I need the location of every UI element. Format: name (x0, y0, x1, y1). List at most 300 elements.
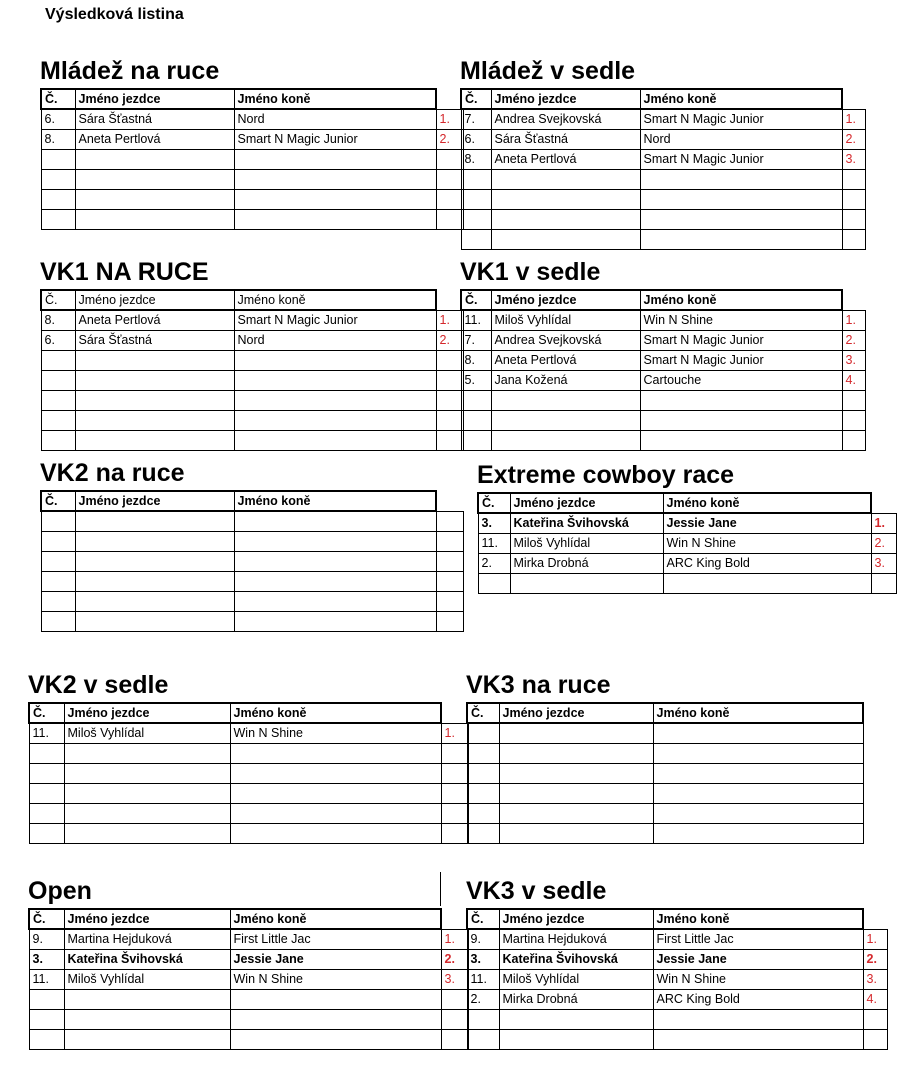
start-number-cell (41, 210, 75, 230)
horse-name-cell (234, 391, 436, 411)
placement-cell (842, 411, 865, 431)
table-row (461, 351, 865, 371)
table-row (41, 109, 463, 130)
placement-cell (436, 391, 463, 411)
rider-name-cell: Aneta Pertlová (75, 130, 234, 150)
table-row (41, 331, 463, 351)
table-row (41, 552, 463, 572)
start-number-cell: 11. (478, 534, 510, 554)
placement-cell (863, 1030, 887, 1050)
horse-name-cell: Jessie Jane (653, 950, 863, 970)
column-header-horse: Jméno koně (640, 290, 842, 310)
table-row (461, 210, 865, 230)
table-row (467, 784, 863, 804)
table-row (29, 723, 468, 744)
table-row (41, 532, 463, 552)
horse-name-cell (640, 210, 842, 230)
rider-name-cell (75, 150, 234, 170)
start-number-cell (41, 371, 75, 391)
column-header-number: Č. (41, 89, 75, 109)
section-vk3-v-sedle (466, 876, 888, 1050)
column-header-place (441, 909, 468, 929)
table-row (29, 990, 468, 1010)
placement-cell (436, 210, 463, 230)
results-table (460, 88, 866, 250)
start-number-cell: 9. (467, 929, 499, 950)
start-number-cell (461, 210, 491, 230)
horse-name-cell (230, 804, 441, 824)
horse-name-cell (234, 552, 436, 572)
table-row (41, 411, 463, 431)
table-row (461, 391, 865, 411)
start-number-cell (41, 411, 75, 431)
section-mladez-na-ruce (40, 56, 464, 230)
start-number-cell: 8. (461, 351, 491, 371)
table-row (467, 723, 863, 744)
table-header-row (461, 89, 865, 109)
start-number-cell (467, 824, 499, 844)
column-header-rider: Jméno jezdce (499, 909, 653, 929)
horse-name-cell (230, 1030, 441, 1050)
column-header-place (871, 493, 896, 513)
column-header-rider: Jméno jezdce (75, 290, 234, 310)
results-table (40, 289, 464, 451)
placement-cell (842, 230, 865, 250)
column-header-horse: Jméno koně (230, 909, 441, 929)
horse-name-cell (640, 391, 842, 411)
section-title: VK2 na ruce (40, 459, 185, 487)
rider-name-cell (491, 170, 640, 190)
column-header-horse: Jméno koně (234, 290, 436, 310)
placement-cell: 4. (863, 990, 887, 1010)
section-title: VK1 NA RUCE (40, 258, 209, 286)
start-number-cell (461, 391, 491, 411)
horse-name-cell (230, 764, 441, 784)
start-number-cell: 3. (29, 950, 64, 970)
start-number-cell: 2. (478, 554, 510, 574)
column-header-rider: Jméno jezdce (64, 703, 230, 723)
rider-name-cell: Sára Šťastná (75, 109, 234, 130)
rider-name-cell (75, 431, 234, 451)
placement-cell (436, 190, 463, 210)
rider-name-cell (499, 764, 653, 784)
horse-name-cell (640, 190, 842, 210)
start-number-cell (29, 784, 64, 804)
start-number-cell (41, 150, 75, 170)
column-header-horse: Jméno koně (663, 493, 871, 513)
table-row (41, 431, 463, 451)
rider-name-cell (75, 391, 234, 411)
table-row (467, 824, 863, 844)
rider-name-cell (499, 1010, 653, 1030)
horse-name-cell (234, 210, 436, 230)
placement-cell: 2. (436, 130, 463, 150)
horse-name-cell: Win N Shine (663, 534, 871, 554)
table-row (478, 513, 896, 534)
placement-cell: 1. (441, 929, 468, 950)
section-vk1-v-sedle (460, 257, 866, 451)
column-header-horse: Jméno koně (230, 703, 441, 723)
table-row (41, 371, 463, 391)
placement-cell: 2. (871, 534, 896, 554)
column-header-number: Č. (467, 909, 499, 929)
column-header-rider: Jméno jezdce (491, 290, 640, 310)
start-number-cell (41, 552, 75, 572)
start-number-cell: 11. (29, 970, 64, 990)
horse-name-cell: Nord (234, 109, 436, 130)
column-header-horse: Jméno koně (234, 491, 436, 511)
table-row (461, 170, 865, 190)
horse-name-cell (234, 190, 436, 210)
results-table (466, 908, 888, 1050)
placement-cell: 3. (842, 150, 865, 170)
start-number-cell (29, 744, 64, 764)
start-number-cell (461, 431, 491, 451)
start-number-cell (467, 1030, 499, 1050)
column-header-place (436, 290, 463, 310)
table-row (41, 150, 463, 170)
rider-name-cell: Mirka Drobná (510, 554, 663, 574)
column-header-place (842, 290, 865, 310)
section-title: VK2 v sedle (28, 671, 169, 699)
section-vk1-na-ruce (40, 257, 464, 451)
column-header-number: Č. (478, 493, 510, 513)
section-extreme-cowboy-race (477, 460, 897, 594)
rider-name-cell (64, 764, 230, 784)
start-number-cell: 8. (461, 150, 491, 170)
horse-name-cell (234, 170, 436, 190)
rider-name-cell (75, 170, 234, 190)
placement-cell: 3. (441, 970, 468, 990)
placement-cell (436, 552, 463, 572)
placement-cell: 3. (842, 351, 865, 371)
start-number-cell (29, 1030, 64, 1050)
start-number-cell (41, 592, 75, 612)
start-number-cell (467, 804, 499, 824)
table-header-row (467, 703, 863, 723)
table-row (461, 150, 865, 170)
section-mladez-v-sedle (460, 56, 866, 250)
horse-name-cell (653, 804, 863, 824)
rider-name-cell (64, 804, 230, 824)
start-number-cell (467, 784, 499, 804)
placement-cell (436, 150, 463, 170)
placement-cell (436, 371, 463, 391)
horse-name-cell (640, 411, 842, 431)
horse-name-cell (653, 764, 863, 784)
start-number-cell: 8. (41, 130, 75, 150)
results-table (28, 702, 469, 844)
table-row (29, 970, 468, 990)
horse-name-cell (653, 784, 863, 804)
start-number-cell (29, 990, 64, 1010)
table-header-row (41, 89, 463, 109)
table-row (41, 391, 463, 411)
column-header-number: Č. (461, 290, 491, 310)
table-row (478, 534, 896, 554)
horse-name-cell (230, 824, 441, 844)
column-header-horse: Jméno koně (640, 89, 842, 109)
horse-name-cell (234, 411, 436, 431)
table-row (467, 804, 863, 824)
placement-cell: 2. (842, 331, 865, 351)
results-table (460, 289, 866, 451)
table-row (41, 190, 463, 210)
start-number-cell (41, 391, 75, 411)
section-title: VK3 na ruce (466, 671, 611, 699)
horse-name-cell (640, 170, 842, 190)
rider-name-cell (75, 612, 234, 632)
table-header-row (478, 493, 896, 513)
column-header-place (436, 89, 463, 109)
horse-name-cell: Nord (640, 130, 842, 150)
rider-name-cell: Martina Hejduková (64, 929, 230, 950)
results-table (477, 492, 897, 594)
table-row (467, 1030, 887, 1050)
column-header-horse: Jméno koně (653, 703, 863, 723)
horse-name-cell: ARC King Bold (663, 554, 871, 574)
table-row (461, 310, 865, 331)
section-title: Extreme cowboy race (477, 461, 735, 489)
placement-cell (441, 804, 468, 824)
start-number-cell (41, 431, 75, 451)
rider-name-cell: Aneta Pertlová (491, 351, 640, 371)
rider-name-cell: Andrea Svejkovská (491, 331, 640, 351)
rider-name-cell (64, 744, 230, 764)
rider-name-cell: Sára Šťastná (491, 130, 640, 150)
start-number-cell: 7. (461, 331, 491, 351)
horse-name-cell (234, 612, 436, 632)
table-row (41, 310, 463, 331)
rider-name-cell: Aneta Pertlová (75, 310, 234, 331)
section-open (28, 876, 469, 1050)
placement-cell (436, 411, 463, 431)
start-number-cell: 6. (41, 109, 75, 130)
start-number-cell: 7. (461, 109, 491, 130)
horse-name-cell: Win N Shine (653, 970, 863, 990)
rider-name-cell: Andrea Svejkovská (491, 109, 640, 130)
horse-name-cell: ARC King Bold (653, 990, 863, 1010)
horse-name-cell (663, 574, 871, 594)
start-number-cell (467, 1010, 499, 1030)
placement-cell (436, 431, 463, 451)
placement-cell: 3. (863, 970, 887, 990)
placement-cell (842, 170, 865, 190)
rider-name-cell (75, 552, 234, 572)
placement-cell (871, 574, 896, 594)
column-header-place (441, 703, 468, 723)
column-header-rider: Jméno jezdce (491, 89, 640, 109)
start-number-cell (461, 230, 491, 250)
table-row (461, 371, 865, 391)
horse-name-cell (640, 230, 842, 250)
horse-name-cell: Smart N Magic Junior (234, 310, 436, 331)
rider-name-cell: Kateřina Švihovská (510, 513, 663, 534)
placement-cell: 2. (441, 950, 468, 970)
start-number-cell (461, 170, 491, 190)
rider-name-cell: Jana Kožená (491, 371, 640, 391)
placement-cell: 1. (842, 109, 865, 130)
results-table (40, 88, 464, 230)
rider-name-cell (499, 723, 653, 744)
placement-cell: 1. (441, 723, 468, 744)
rider-name-cell (75, 592, 234, 612)
rider-name-cell (491, 210, 640, 230)
horse-name-cell: Win N Shine (640, 310, 842, 331)
rider-name-cell (75, 210, 234, 230)
rider-name-cell (75, 532, 234, 552)
rider-name-cell (64, 824, 230, 844)
table-header-row (461, 290, 865, 310)
column-header-horse: Jméno koně (653, 909, 863, 929)
table-row (467, 1010, 887, 1030)
column-header-place (842, 89, 865, 109)
rider-name-cell (75, 351, 234, 371)
placement-cell (441, 990, 468, 1010)
horse-name-cell (653, 744, 863, 764)
rider-name-cell: Mirka Drobná (499, 990, 653, 1010)
start-number-cell (41, 572, 75, 592)
rider-name-cell: Miloš Vyhlídal (510, 534, 663, 554)
placement-cell (441, 744, 468, 764)
column-header-place (436, 491, 463, 511)
rider-name-cell (491, 411, 640, 431)
placement-cell (842, 210, 865, 230)
table-row (41, 351, 463, 371)
results-table (40, 490, 464, 632)
table-row (41, 572, 463, 592)
start-number-cell (467, 764, 499, 784)
table-row (29, 1030, 468, 1050)
placement-cell (436, 511, 463, 532)
section-vk3-na-ruce (466, 670, 864, 844)
column-header-number: Č. (29, 703, 64, 723)
table-row (467, 744, 863, 764)
table-row (467, 990, 887, 1010)
rider-name-cell (499, 1030, 653, 1050)
rider-name-cell (75, 190, 234, 210)
horse-name-cell (653, 1010, 863, 1030)
placement-cell: 1. (436, 109, 463, 130)
placement-cell: 1. (842, 310, 865, 331)
rider-name-cell (75, 572, 234, 592)
rider-name-cell (510, 574, 663, 594)
horse-name-cell (230, 1010, 441, 1030)
placement-cell: 1. (863, 929, 887, 950)
horse-name-cell: Win N Shine (230, 970, 441, 990)
rider-name-cell: Aneta Pertlová (491, 150, 640, 170)
start-number-cell (29, 1010, 64, 1030)
placement-cell (842, 190, 865, 210)
horse-name-cell (230, 990, 441, 1010)
horse-name-cell: Jessie Jane (663, 513, 871, 534)
rider-name-cell (64, 990, 230, 1010)
results-table (466, 702, 864, 844)
section-vk2-na-ruce (40, 458, 464, 632)
start-number-cell: 11. (461, 310, 491, 331)
rider-name-cell: Miloš Vyhlídal (491, 310, 640, 331)
table-row (29, 764, 468, 784)
table-row (467, 970, 887, 990)
start-number-cell (29, 764, 64, 784)
table-row (29, 804, 468, 824)
rider-name-cell (499, 784, 653, 804)
table-row (461, 130, 865, 150)
column-header-number: Č. (41, 290, 75, 310)
table-row (41, 170, 463, 190)
column-header-number: Č. (41, 491, 75, 511)
column-header-horse: Jméno koně (234, 89, 436, 109)
start-number-cell (467, 744, 499, 764)
placement-cell: 1. (436, 310, 463, 331)
table-row (467, 929, 887, 950)
rider-name-cell: Miloš Vyhlídal (64, 970, 230, 990)
table-header-row (29, 703, 468, 723)
results-table (28, 908, 469, 1050)
start-number-cell (461, 190, 491, 210)
table-row (29, 824, 468, 844)
section-title: Open (28, 877, 92, 905)
column-header-number: Č. (467, 703, 499, 723)
table-row (29, 929, 468, 950)
start-number-cell (41, 612, 75, 632)
section-title: VK1 v sedle (460, 258, 601, 286)
rider-name-cell: Martina Hejduková (499, 929, 653, 950)
start-number-cell (467, 723, 499, 744)
column-header-rider: Jméno jezdce (64, 909, 230, 929)
column-header-rider: Jméno jezdce (499, 703, 653, 723)
horse-name-cell (234, 150, 436, 170)
table-row (478, 554, 896, 574)
start-number-cell: 2. (467, 990, 499, 1010)
horse-name-cell: Smart N Magic Junior (640, 351, 842, 371)
table-row (467, 950, 887, 970)
rider-name-cell: Miloš Vyhlídal (499, 970, 653, 990)
rider-name-cell (499, 804, 653, 824)
horse-name-cell (653, 1030, 863, 1050)
horse-name-cell: Cartouche (640, 371, 842, 391)
horse-name-cell: Smart N Magic Junior (640, 150, 842, 170)
placement-cell (441, 824, 468, 844)
rider-name-cell (75, 511, 234, 532)
table-row (41, 592, 463, 612)
table-row (461, 190, 865, 210)
placement-cell (436, 592, 463, 612)
horse-name-cell (230, 744, 441, 764)
start-number-cell: 6. (41, 331, 75, 351)
placement-cell: 2. (436, 331, 463, 351)
start-number-cell (41, 511, 75, 532)
placement-cell (436, 572, 463, 592)
horse-name-cell (234, 431, 436, 451)
rider-name-cell (64, 784, 230, 804)
start-number-cell (29, 824, 64, 844)
start-number-cell (41, 351, 75, 371)
rider-name-cell (64, 1030, 230, 1050)
rider-name-cell (491, 230, 640, 250)
rider-name-cell (491, 190, 640, 210)
rider-name-cell (499, 744, 653, 764)
start-number-cell (41, 190, 75, 210)
table-row (467, 764, 863, 784)
horse-name-cell: First Little Jac (653, 929, 863, 950)
rider-name-cell: Sára Šťastná (75, 331, 234, 351)
section-vk2-v-sedle (28, 670, 469, 844)
table-row (461, 331, 865, 351)
placement-cell (436, 532, 463, 552)
horse-name-cell: Smart N Magic Junior (234, 130, 436, 150)
column-header-rider: Jméno jezdce (510, 493, 663, 513)
